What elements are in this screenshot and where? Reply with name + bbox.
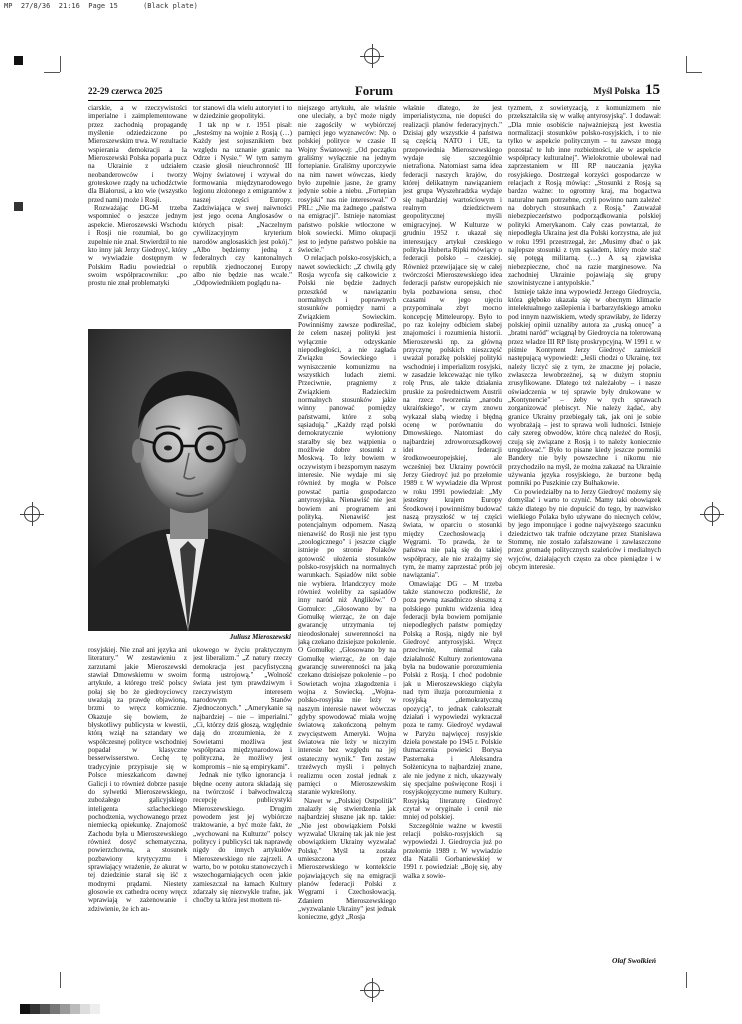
paragraph: ciarskie, a w rzeczywistości imperialne i zaimplementowane przez zachodnią propagandę myślenie odziedziczone po Mieroszewskim trwa. W rezultacie wspierania demokracji a la Mieroszewski Polska poparła pucz na Ukrainie z udziałem neobanderowców i tworzy groteskowe rządy na uchodźctwie dla Białorusi, a kto wie (wszystko przed nami) może i Rosji. [88,104,187,204]
crop-mark-top-left-h [44,72,60,73]
color-bar [20,1004,100,1014]
article-column-3 [298,104,396,952]
registration-crosshair-right [704,506,720,522]
crop-mark-top-left [60,56,61,72]
paragraph: Omawiając DG – M trzeba także stanowczo podkreślić, że poza pewną zasadniczo słuszną z polskiego punktu widzenia ideą federacji była bowiem pomijanie niepodległych państw pomiędzy Polską a Rosją, nigdy nie był Giedroyć antyrosyjski. Wręcz przeciwnie, niemal cała działalność Kultury zorientowana była na budowanie porozumienia Polski z Rosją. I choć podobnie jak u Mieroszewskiego ciążyła nad tym iluzja porozumienia z rosyjską „demokratyczną opozycją", to jednak całokształt działań i wypowiedzi wykraczał poza te ramy. Giedroyć wydawał w Paryżu najwięcej rosyjskie dzieła powstałe po 1945 r. Polskie tłumaczenia powieści Borysa Pasternaka i Aleksandra Sołżenicyna to najbardziej znane, ale nie jedyne z nich, ukazywały się specjalne poświęcone Rosji i rosyjskojęzyczne numery Kultury. Rosyjską literaturę Giedroyć czytał w oryginale i cenił nie mniej od polskiej. [403,579,502,822]
paragraph: tyzmem, z sowietyzacją, z komunizmem nie przekształciła się w walkę antyrosyjską". I dodawał: „Dla mnie osobiście najważniejszą jest kwestia normalizacji stosunków polsko-rosyjskich, i to nie tylko w aspekcie politycznym – tu zawsze mogą pozostać te lub inne rozbieżności, ale w aspekcie współpracy kulturalnej". Wielokrotnie ubolewał nad zaprzestaniem w III RP nauczania języka rosyjskiego. Dostrzegał korzyści gospodarcze w relacjach z Rosją mówiąc: „Stosunki z Rosją są bardzo ważne: to ogromny kraj, ma bogactwa naturalne nam potrzebne, czyli powinno nam zależeć na dobrych stosunkach z Rosją." Zauważał niebezpieczeństwo podporządkowania polskiej polityki Amerykanom. Cały czas powtarzał, że niepodległa Ukraina jest dla Polski korzystna, ale już w roku 1991 przestrzegał, że: „Musimy dbać o jak najlepsze stosunki z tym sąsiadem, który może stać się potęgą militarną. (…) A są zjawiska niebezpieczne, choć na razie marginesowe. Na zachodniej Ukrainie pojawiają się grupy szowinistyczne i antypolskie." [508,104,661,288]
article-column-4 [403,104,502,952]
portrait-photo [88,329,291,631]
registration-crosshair-left [24,506,40,522]
article-column-1-top [88,104,187,322]
paragraph: niejszego artykułu, ale właśnie one uleciały, a być może nigdy nie zagościły w wybiórczej pamięci jego wyznawców: Np. o polskiej polityce w czasie II Wojny Światowej: „Od początku graliśmy wyłącznie na jednym fortepianie. Graliśmy uporczywie na nim nawet wówczas, kiedy było zupełnie jasne, że gramy jedynie sobie a niebu. „Fortepian rosyjski" nas nie interesował." O PRL: „Nie ma żadnego „państwa na emigracji". Istnieje natomiast państwo polskie wtłoczone w blok sowiecki. Mimo okupacji jest to jedyne państwo polskie na świecie." [298,104,396,254]
paragraph: I tak np w r. 1951 pisał: „Jesteśmy na wojnie z Rosją (…) Każdy jest sojusznikiem bez względu na uznanie granic na Odrze i Nysie." W tym samym czasie głosił nieuchronność III Wojny światowej i wzywał do formowania międzynarodowego legionu złożonego z emigrantów z naszej części Europy. Zadziwiająca w swej naiwności jest jego ocena Anglosasów o których pisał: „Naczelnym cywilizacyjnym kryterium narodów anglosaskich jest pokój." „Albo będziemy jedną z federalnych czy kantonalnych republik zjednoczonej Europy albo nie będzie nas wcale." „Odpowiednikiem poglądu na- [193,120,292,288]
paragraph: właśnie dlatego, że jest imperialistyczna, nie dopuści do realizacji planów federacyjnych." Dzisiaj gdy wszystkie 4 państwa są częścią NATO i UE, ta przepowiednia Mieroszewskiego wydaje się szczególnie nietrafiona. Natomiast sama idea federacji naszych krajów, do której delikatnym nawiązaniem jest grupa Wyszehradzka wydaje się najbardziej wartościowym i realnym dziedzictwem geopolitycznej myśli emigracyjnej. W Kulturze w grudniu 1952 r. ukazał się interesujący artykuł czeskiego polityka Huberta Ripki mówiący o federacji polsko – czeskiej. Również przewijające się w całej twórczości Mieroszewskiego idea federacji państw europejskich nie była pozbawiona sensu, choć czasami w jego ujęciu przypominała zbyt mocno koncepcję Mitteleuropy. Było to po raz kolejny odbiciem słabej znajomości i rozumienia historii. Mieroszewski np. za główną przyczynę polskich nieszczęść uważał porażkę polskiej polityki wschodniej i imperializm rosyjski, w zasadzie lekceważąc nie tylko rolę Prus, ale także działania pruskie za pośrednictwem Austrii na rzecz tworzenia „narodu ukraińskiego", w czym znowu wykazał słabą wiedzę i błędną ocenę w porównaniu do Dmowskiego. Natomiast do najbardziej zdroworozsądkowej idei federacji środkowoeuropejskiej, ale wcześniej bez Ukrainy powrócił Jerzy Giedroyć już po przełomie 1989 r. W wywiadzie dla Wprost w roku 1991 powiedział: „My jesteśmy krajem Europy Środkowej i powinniśmy budować naszą przyszłość w tej części świata, w oparciu o stosunki między Czechosłowacją i Węgrami. To prawda, że te państwa nie palą się do takiej współpracy, ale nie zrażajmy się tym, że mamy zaprzestać prób jej nawiązania". [403,104,502,580]
author-signature: Olaf Swolkień [612,956,656,965]
article-column-2-bottom [193,646,292,946]
article-column-5 [508,104,661,952]
paragraph: rosyjskiej. Nie znał ani języka ani literatury." W zestawieniu z zarzutami jakie Mieroszewski stawiał Dmowskiemu w swoim artykule, a którego treść polscy połaj się bo że giedroyciowcy uważają za prawdę objawioną, brzmi to wręcz komicznie. Okazuje się bowiem, że błyskotliwy publicysta w kwestii, którą wziął na sztandary we współczesnej polityce wschodniej popadał w klasyczne besserwisserstwo. Cechę tę tradycyjnie przypisuje się w Polsce mieszkańcom dawnej Galicji i to również dobrze pasuje do sylwetki Mieroszewskiego, zubożałego galicyjskiego inteligenta szlacheckiego pochodzenia, wychowanego przez niemiecką opiekunkę. Znajomość Zachodu była u Mieroszewskiego również dosyć schematyczna, powierzchowna, a stosunek pozbawiony krytycyzmu i sprawiający wrażenie, że akurat w tej dziedzinie starał się iść z modnymi prądami. Niestety głosowie ex cathedra oceny wręcz wprawiają w zażenowanie i zdziwienie, że ich au- [88,646,187,913]
crop-mark-top-right-h [686,72,702,73]
paragraph: Co powiedziałby na to Jerzy Giedroyć możemy się domyślać i warto to czynić. Mamy taki obowiązek także dlatego by nie dopuścić do tego, by nazwisko wielkiego Polaka było używane do niecnych celów, by jego imponujące i godne najwyższego szacunku dziedzictwo tak trafnie odczytane przez Stanisława Stommę, nie zostało zafałszowane i zawłaszczone przez gromadę politycznych szaleńców i medialnych wyjców, działających często za obce pieniądze i w obcym interesie. [508,487,661,571]
paragraph: Rozważając DG-M trzeba wspomnieć o jeszcze jednym aspekcie. Mieroszewski Wschodu i Rosji nie rozumiał, bo go zupełnie nie znał. Stwierdził to nie kto inny jak Jerzy Giedroyć, który w wywiadzie dostępnym w Polskim Radiu powiedział o swoim współpracowniku: „po prostu nie znał problematyki [88,204,187,288]
page-number: 15 [645,82,660,98]
registration-crosshair-top [364,48,380,64]
page-header [88,82,660,101]
article-column-2-top [193,104,292,322]
registration-square-middle [14,202,23,211]
paragraph: ukowego w życiu praktycznym jest liberalizm." „Z natury rzeczy demokracja jest pacyfistyczną formą ustrojową." „Wolność świata jest tym prawdziwym i rzeczywistym interesem narodowym Stanów Zjednoczonych." „Amerykanie są najbardziej – nie – imperialni." „Ci, którzy dziś głoszą, względnie dają do zrozumienia, że z Sowietami możliwa jest współpraca międzynarodowa i polityczna, że możliwy jest kompromis – nie są empirykami". [193,646,292,771]
article-column-1-bottom [88,646,187,946]
photo-caption: Juliusz Mieroszewski [229,633,291,641]
paragraph: tor stanowi dla wielu autorytet i to w dziedzinie geopolityki. [193,104,292,121]
registration-square-top [14,56,23,65]
paragraph: Istnieje także inna wypowiedź Jerzego Giedroycia, która głęboko ukazała się w obecnym klimacie intelektualnego zaślepienia i barbarzyńskiego amoku pod innym nazwiskiem, wtedy sprawiłaby, że liderzy polskiej opinii uznaliby autora za „ruską onucę" a „bratni naród" wciągnął by Giedroycia na tolerowaną przez władze III RP listę proskrypcyjną. W 1991 r. w piśmie Kontynent Jerzy Giedroyć zamieścił następującą wypowiedź: „Jeśli chodzi o Ukrainę, tez należy liczyć się z tym, że znaczne jej połacie, zwłaszcza lewobrzeżnej, są w dużym stopniu zrusyfikowane. Dlatego też należałoby – i nasze oświadczenia w tej sprawie były drukowane w „Kontynencie" – żeby w tych sprawach zorganizować plebiscyt. Nie należy żądać, aby granice Ukrainy przebiegały tak, jak oni je sobie wyobrażają – jest to sprawa woli ludności. Istnieje cały szereg obwodów, które chcą należeć do Rosji, czują się związane z Rosją i to należy koniecznie uregulować." Było to pisane kiedy jeszcze pomniki Bandery nie były powszechne i nikomu nie przychodziło na myśl, że można zakazać na Ukrainie używania języka rosyjskiego, że burzone będą pomniki po Puszkinie czy Bułhakowie. [508,287,661,488]
magazine-title: Myśl Polska [593,86,640,96]
paragraph: O relacjach polsko-rosyjskich, a nawet sowieckich: „Z chwilą gdy Rosja wycofa się całkowicie z Polski nie będzie żadnych przeszkód w nawiązaniu normalnych i poprawnych stosunków pomiędzy nami a Związkiem Sowieckim. Powinniśmy zawsze podkreślać, że celem naszej polityki jest wyłącznie odzyskanie niepodległości, a nie zagłada Związku Sowieckiego i wyniszczenie komunizmu na wszystkich ludach ziemi. Przeciwnie, pragniemy z Związkiem Radzieckim normalnych stosunków jakie winny panować pomiędzy państwami, które z sobą sąsiadują." „Każdy rząd polski demokratycznie wyłoniony starałby się bez wątpienia o możliwie dobre stosunki z Moskwą. To leży bowiem w oczywistym i bezspornym naszym interesie. Nie wydaje mi się również by mogła w Polsce powstać partia gospodarczo antyrosyjska. Nienawiść nie jest bowiem ani programem ani polityką. Nienawiść jest potencjalnym odpornem. Naszą nienawiść do Rosji nie jest typu „zoologicznego" i jeszcze ciągle istnieje po stronie Polaków gotowość ułożenia stosunków polsko-rosyjskich na normalnych warunkach. Sąsiadów nikt sobie nie wybiera. Irlandczycy może również woleliby za sąsiadów inny naród niż Anglików." O Gomułce: „Głosowano by na Gomułkę wierząc, że on daje gwarancję utrzymania tej nieodosłonałej suwerenności na jaką czekano dzisiejsze pokolenie. O Gomułkę: „Głosowano by na Gomułkę wierząc, że on daje gwarancję suwerenności na jaką czekano dzisiejsze pokolenie – po Sowietach wojna złagodzenia i wojna z Sowiecką. „Wojna-polsko-rosyjska nie leży w naszym interesie nawet wówczas gdyby spowodować miała wojnę światową zakończoną pełnym zwycięstwem Ameryki. Wojna światowa nie leży w niczyim interesie bez względu na jej ostateczny wynik." Ten zestaw trzeźwych myśli i pełnych realizmu ocen został jednak z pamięci o Mieroszewskim staranie wykreślony. [298,254,396,797]
registration-crosshair-bottom [364,982,380,998]
issue-date: 22-29 czerwca 2025 [88,86,163,96]
paragraph: Szczególnie ważne w kwestii relacji polsko-rosyjskich są wypowiedzi J. Giedroycia już po przełomie 1989 r. W wywiadzie dla Natalii Gorbaniewskiej w 1991 r. powiedział: „Boję się, aby walka z sowie- [403,821,502,880]
portrait-image [88,329,291,631]
paragraph: Nawet w „Polskiej Ostpolitik" znalazły się stwierdzenia jak najbardziej słuszne jak np. takie: „Nie jest obowiązkiem Polski wyzwalać Ukrainę tak jak nie jest obowiązkiem Ukrainy wyzwalać Polskę." Myśl ta została umieszczona przez Mieroszewskiego w kontekście pojawiających się na emigracji planów federacji Polski z Węgrami i Czechosłowacją. Zdaniem Mieroszewskiego „wyzwalanie Ukrainy" jest jednak konieczne, gdyż „Rosja [298,796,396,922]
crop-mark-bottom-left [60,972,61,988]
paragraph: Jednak nie tylko ignorancja i błędne oceny autora składają się na twórczość i bałwochwalczą recepcję publicystyki Mieroszewskiego. Drugim powodem jest jej wybiórcze traktowanie, a być może fakt, że „wychowani na Kulturze" polscy politycy i publicyści tak naprawdę nigdy do innych artykułów Mieroszewskiego nie zajrzeli. A warto, bo w potoku stanowczych i wszechogarniających ocen jakie zamieszczał na łamach Kultury zdarzały się niezwykle trafne, jak choćby ta która jest mottem ni- [193,771,292,905]
crop-mark-top-right [686,56,687,72]
print-slug: MP 27/8/36 21:16 Page 15 (Black plate) [4,2,198,10]
crop-mark-bottom-right [686,972,687,988]
section-title: Forum [354,83,394,98]
